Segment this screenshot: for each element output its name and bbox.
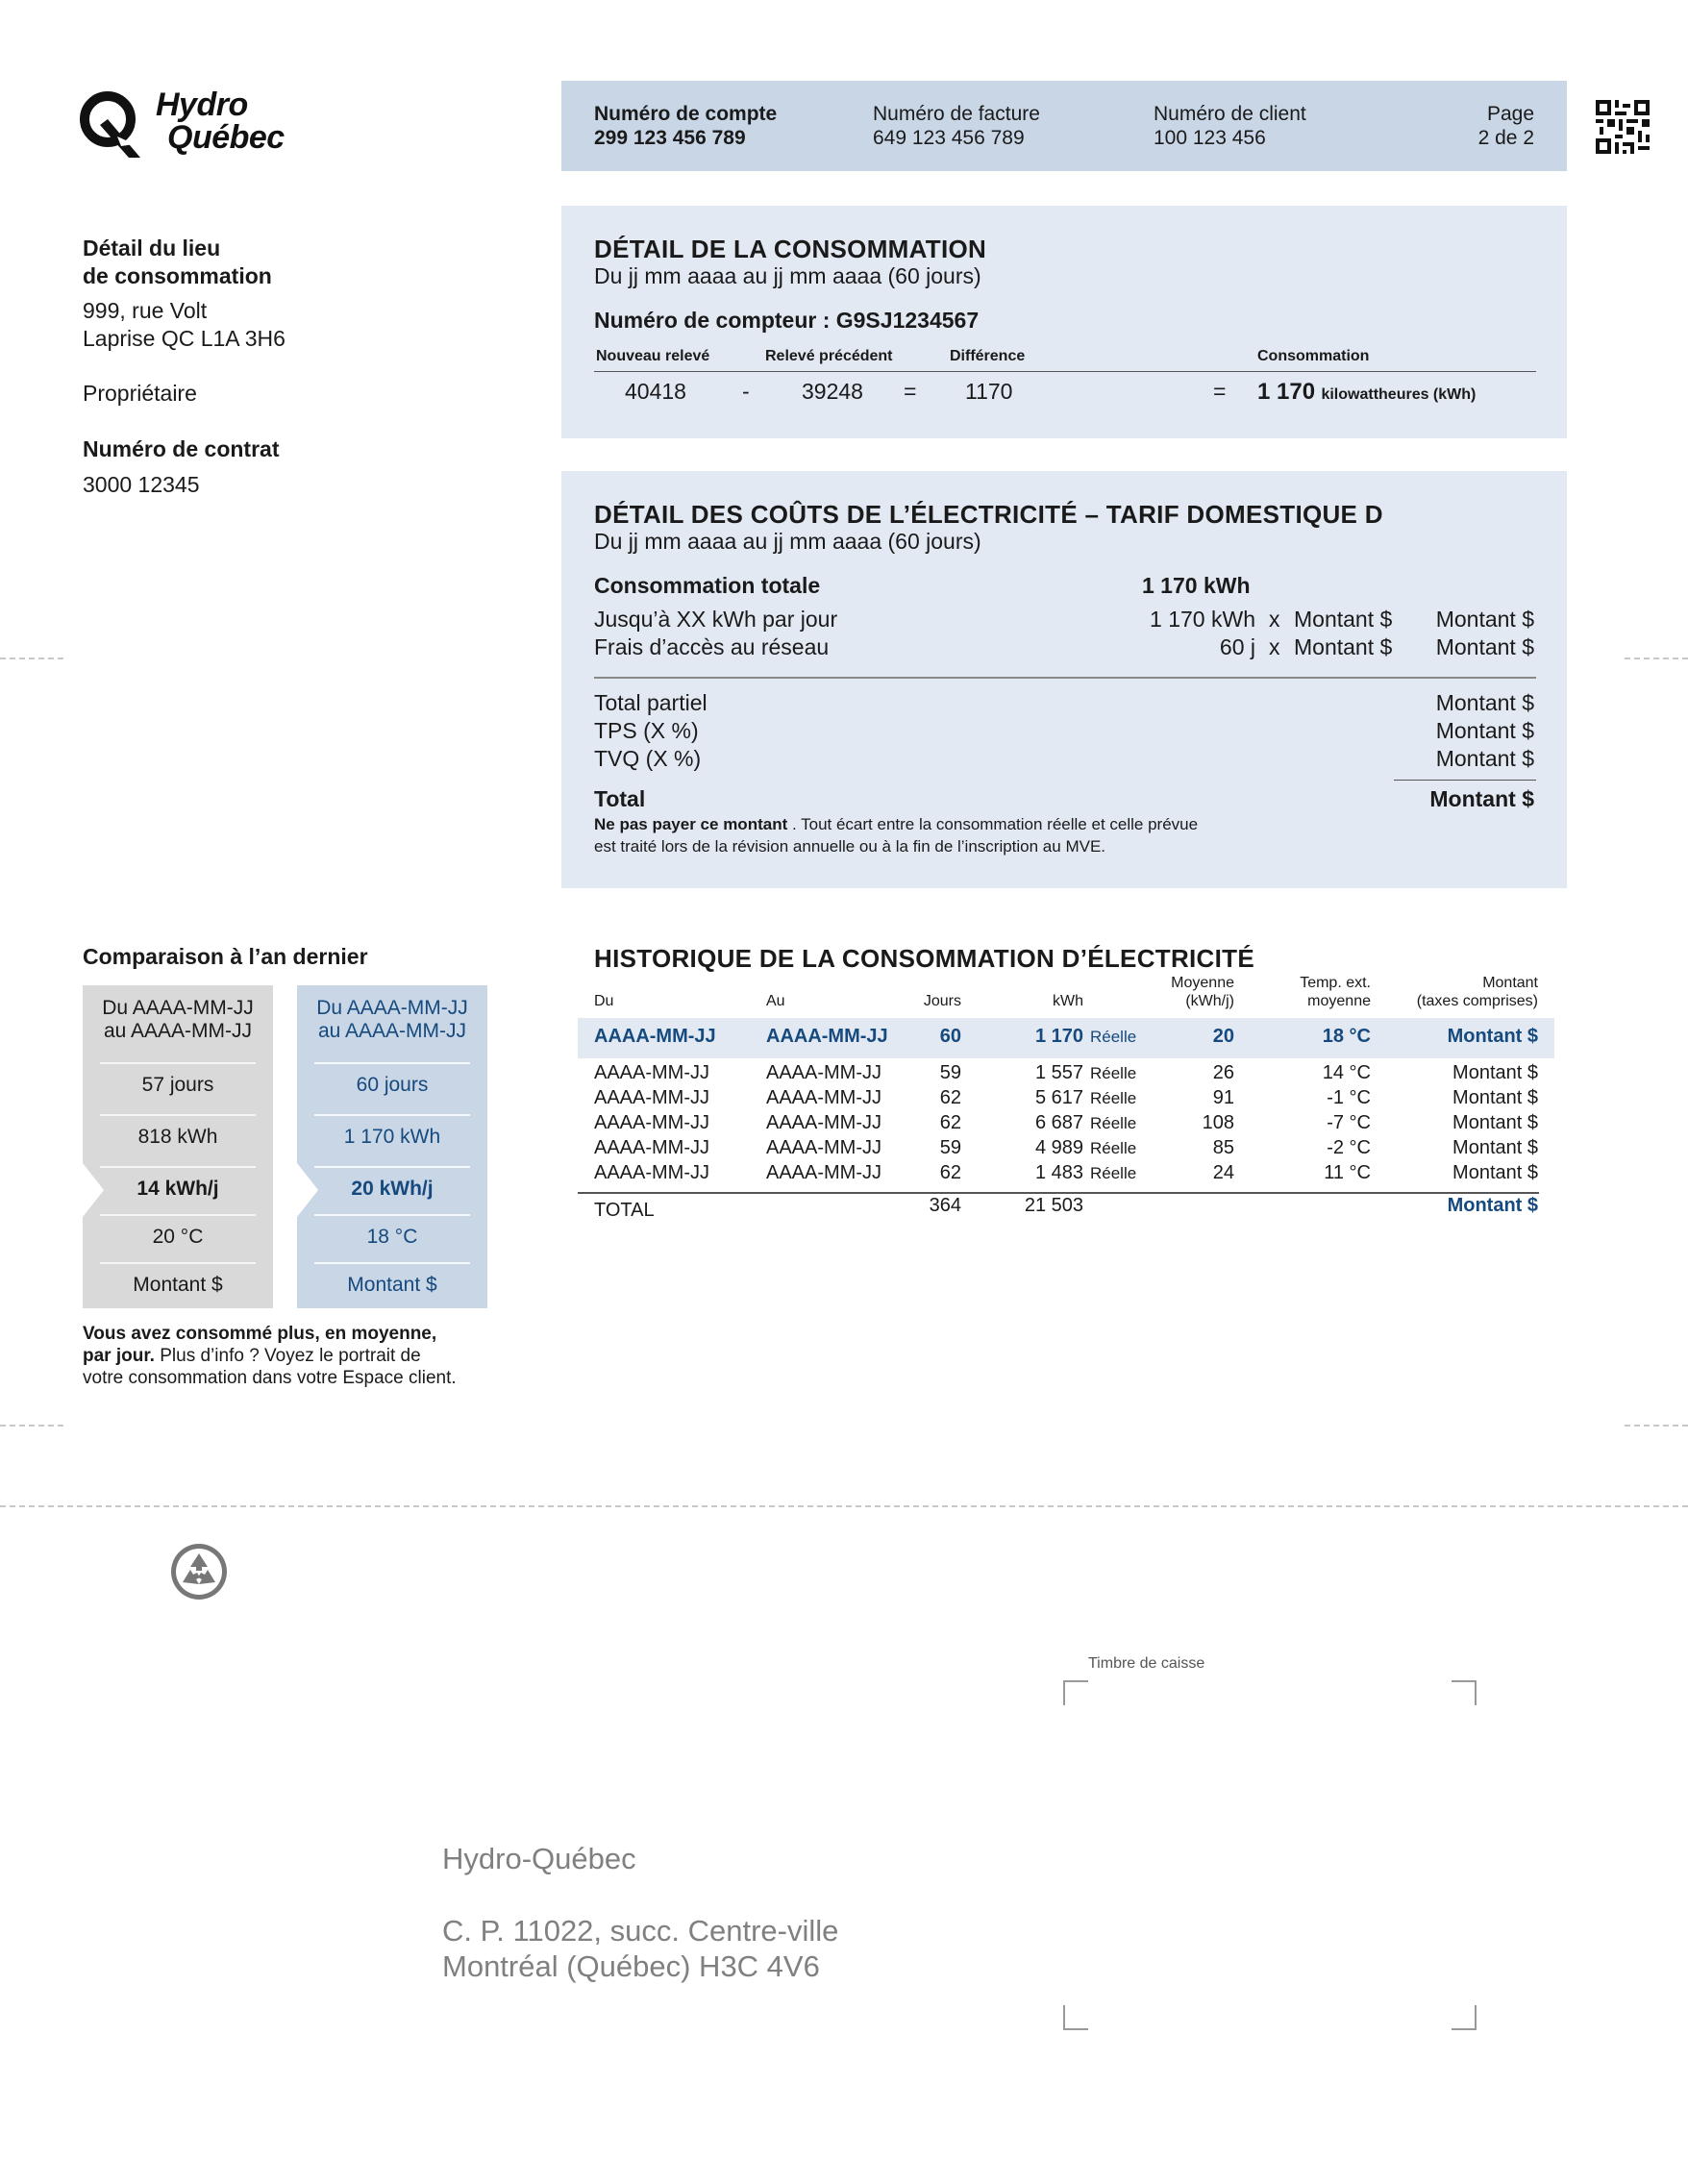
hist-amount: Montant $	[1452, 1087, 1538, 1108]
return-address-line3: Montréal (Québec) H3C 4V6	[442, 1949, 820, 1983]
location-title-line2: de consommation	[83, 263, 272, 288]
tier1-amount: Montant $	[1435, 607, 1534, 632]
hist-temp: -1 °C	[1327, 1087, 1371, 1108]
access-fee-quantity: 60 j	[1219, 634, 1255, 659]
last-year-days: 57 jours	[141, 1074, 214, 1096]
this-year-amount: Montant $	[347, 1274, 437, 1296]
contract-value: 3000 12345	[83, 472, 200, 497]
page-label: Page	[1486, 103, 1534, 125]
hist-from: AAAA-MM-JJ	[594, 1162, 709, 1183]
hist-avg: 108	[1202, 1112, 1234, 1133]
stamp-label: Timbre de caisse	[1088, 1655, 1205, 1672]
hist-reading-type: Réelle	[1090, 1114, 1137, 1132]
hist-col-amount-l2: (taxes comprises)	[1416, 993, 1538, 1009]
hist-avg: 24	[1212, 1162, 1234, 1183]
hist-days: 62	[939, 1112, 961, 1133]
hist-to: AAAA-MM-JJ	[766, 1112, 881, 1133]
consumption-period: Du jj mm aaaa au jj mm aaaa (60 jours)	[594, 263, 981, 288]
tvq-value: Montant $	[1435, 746, 1534, 771]
hist-total-days: 364	[929, 1195, 961, 1216]
hist-col-amount-l1: Montant	[1482, 975, 1538, 991]
hist-col-from: Du	[594, 993, 614, 1009]
divider	[578, 1192, 1539, 1194]
hist-days: 60	[939, 1026, 961, 1047]
account-label: Numéro de compte	[594, 103, 778, 125]
hist-from: AAAA-MM-JJ	[594, 1087, 709, 1108]
page-value: 2 de 2	[1477, 127, 1534, 149]
hist-reading-type: Réelle	[1090, 1164, 1137, 1182]
logo-line1: Hydro	[156, 87, 248, 123]
minus-sign: -	[742, 379, 750, 404]
note-bold: Ne pas payer ce montant	[594, 815, 788, 833]
this-year-kwh: 1 170 kWh	[343, 1126, 441, 1148]
tier1-quantity: 1 170 kWh	[1150, 607, 1255, 632]
col-new-reading: Nouveau relevé	[596, 348, 710, 364]
last-year-period-to: au AAAA-MM-JJ	[103, 1020, 253, 1042]
hist-days: 59	[939, 1137, 961, 1158]
difference-value: 1170	[965, 379, 1013, 404]
hist-col-avg-l2: (kWh/j)	[1185, 993, 1234, 1009]
return-address-line2: C. P. 11022, succ. Centre-ville	[442, 1914, 839, 1948]
hist-reading-type: Réelle	[1090, 1064, 1137, 1082]
message-line2-bold: par jour.	[83, 1346, 155, 1366]
hist-col-temp-l2: moyenne	[1307, 993, 1371, 1009]
hist-avg: 20	[1212, 1026, 1234, 1047]
col-previous-reading: Relevé précédent	[765, 348, 893, 364]
hist-avg: 85	[1212, 1137, 1234, 1158]
last-year-amount: Montant $	[133, 1274, 223, 1296]
access-fee-rate: Montant $	[1294, 634, 1393, 659]
hist-total-amount: Montant $	[1447, 1195, 1538, 1216]
new-reading-value: 40418	[625, 379, 686, 404]
subtotal-value: Montant $	[1435, 690, 1534, 715]
tps-label: TPS (X %)	[594, 718, 699, 743]
consumption-title: DÉTAIL DE LA CONSOMMATION	[594, 235, 987, 263]
hist-to: AAAA-MM-JJ	[766, 1162, 881, 1183]
hist-days: 62	[939, 1087, 961, 1108]
hist-col-avg-l1: Moyenne	[1171, 975, 1234, 991]
tier1-label: Jusqu’à XX kWh par jour	[594, 607, 838, 632]
fold-mark	[0, 658, 63, 659]
address-line1: 999, rue Volt	[83, 298, 208, 323]
hist-reading-type: Réelle	[1090, 1089, 1137, 1107]
hist-from: AAAA-MM-JJ	[594, 1026, 716, 1047]
hist-from: AAAA-MM-JJ	[594, 1062, 709, 1083]
stamp-corner	[1063, 1680, 1088, 1705]
client-label: Numéro de client	[1154, 103, 1306, 125]
fold-mark	[0, 1425, 63, 1427]
hist-to: AAAA-MM-JJ	[766, 1026, 888, 1047]
address-line2: Laprise QC L1A 3H6	[83, 326, 285, 351]
hist-reading-type: Réelle	[1090, 1028, 1137, 1046]
last-year-per-day: 14 kWh/j	[137, 1178, 219, 1200]
tvq-label: TVQ (X %)	[594, 746, 702, 771]
costs-title: DÉTAIL DES COÛTS DE L’ÉLECTRICITÉ – TARIF DOMESTIQUE D	[594, 500, 1383, 529]
total-consumption-value: 1 170 kWh	[1142, 573, 1251, 598]
last-year-period-from: Du AAAA-MM-JJ	[102, 997, 254, 1019]
hist-col-temp-l1: Temp. ext.	[1300, 975, 1371, 991]
account-value: 299 123 456 789	[594, 127, 746, 149]
hist-days: 62	[939, 1162, 961, 1183]
client-value: 100 123 456	[1154, 127, 1266, 149]
tear-line	[0, 1505, 1688, 1507]
hist-to: AAAA-MM-JJ	[766, 1137, 881, 1158]
message-line2: Plus d’info ? Voyez le portrait de	[154, 1346, 421, 1366]
hist-col-temp	[1300, 974, 1371, 1010]
hist-col-kwh: kWh	[1053, 993, 1083, 1009]
hist-col-avg	[1171, 974, 1234, 1010]
hist-temp: 11 °C	[1324, 1162, 1371, 1183]
hist-kwh: 5 617	[1034, 1087, 1083, 1108]
tps-value: Montant $	[1435, 718, 1534, 743]
owner-status: Propriétaire	[83, 381, 197, 406]
hist-temp: 14 °C	[1322, 1062, 1371, 1083]
hist-amount: Montant $	[1452, 1112, 1538, 1133]
this-year-period-from: Du AAAA-MM-JJ	[316, 997, 468, 1019]
hist-avg: 91	[1212, 1087, 1234, 1108]
this-year-period-to: au AAAA-MM-JJ	[317, 1020, 467, 1042]
access-fee-label: Frais d’accès au réseau	[594, 634, 830, 659]
last-year-kwh: 818 kWh	[137, 1126, 218, 1148]
hist-col-days: Jours	[923, 993, 961, 1009]
contract-label: Numéro de contrat	[83, 436, 280, 461]
access-fee-amount: Montant $	[1435, 634, 1534, 659]
hist-days: 59	[939, 1062, 961, 1083]
recycle-icon	[169, 1542, 229, 1601]
consumption-value: 1 170	[1257, 379, 1316, 405]
hist-reading-type: Réelle	[1090, 1139, 1137, 1157]
hist-kwh: 6 687	[1034, 1112, 1083, 1133]
hist-kwh: 4 989	[1034, 1137, 1083, 1158]
last-year-temp: 20 °C	[152, 1226, 204, 1248]
note-line1: . Tout écart entre la consommation réelle et celle prévue	[787, 815, 1199, 833]
tier1-rate: Montant $	[1294, 607, 1393, 632]
total-consumption-label: Consommation totale	[594, 573, 821, 598]
stamp-corner	[1452, 2005, 1477, 2030]
this-year-per-day: 20 kWh/j	[351, 1178, 434, 1200]
hist-total-label: TOTAL	[594, 1200, 655, 1221]
hist-to: AAAA-MM-JJ	[766, 1062, 881, 1083]
hist-temp: -7 °C	[1327, 1112, 1371, 1133]
hist-to: AAAA-MM-JJ	[766, 1087, 881, 1108]
this-year-days: 60 jours	[356, 1074, 429, 1096]
col-consumption: Consommation	[1257, 348, 1370, 364]
location-title-line1: Détail du lieu	[83, 236, 221, 261]
total-value: Montant $	[1429, 786, 1534, 811]
hist-col-amount	[1417, 974, 1538, 1010]
hist-from: AAAA-MM-JJ	[594, 1137, 709, 1158]
hist-amount: Montant $	[1452, 1162, 1538, 1183]
tier1-times: x	[1269, 607, 1280, 632]
note-line2: est traité lors de la révision annuelle ou à la fin de l’inscription au MVE.	[594, 837, 1106, 856]
hist-col-to: Au	[766, 993, 785, 1009]
comparison-title: Comparaison à l’an dernier	[83, 944, 368, 969]
message-line3: votre consommation dans votre Espace client.	[83, 1368, 457, 1388]
hist-amount: Montant $	[1452, 1062, 1538, 1083]
return-address	[442, 1913, 838, 1984]
hist-total-kwh: 21 503	[1024, 1195, 1083, 1216]
fold-mark	[1625, 658, 1688, 659]
fold-mark	[1625, 1425, 1688, 1427]
total-label: Total	[594, 786, 646, 811]
hist-from: AAAA-MM-JJ	[594, 1112, 709, 1133]
consumption-unit: kilowattheures (kWh)	[1321, 386, 1477, 403]
hist-kwh: 1 170	[1034, 1026, 1083, 1047]
hist-temp: 18 °C	[1322, 1026, 1371, 1047]
hist-kwh: 1 483	[1034, 1162, 1083, 1183]
subtotal-label: Total partiel	[594, 690, 707, 715]
hist-temp: -2 °C	[1327, 1137, 1371, 1158]
equals-sign: =	[1213, 379, 1227, 404]
hist-avg: 26	[1212, 1062, 1234, 1083]
logo-line2: Québec	[167, 119, 285, 156]
return-address-name: Hydro-Québec	[442, 1842, 636, 1875]
meter-number: Numéro de compteur : G9SJ1234567	[594, 308, 980, 333]
hist-amount: Montant $	[1447, 1026, 1538, 1047]
message-line1: Vous avez consommé plus, en moyenne,	[83, 1324, 437, 1344]
equals-sign: =	[904, 379, 917, 404]
this-year-temp: 18 °C	[366, 1226, 418, 1248]
stamp-corner	[1063, 2005, 1088, 2030]
invoice-label: Numéro de facture	[873, 103, 1040, 125]
hist-kwh: 1 557	[1034, 1062, 1083, 1083]
costs-period: Du jj mm aaaa au jj mm aaaa (60 jours)	[594, 529, 981, 554]
stamp-corner	[1452, 1680, 1477, 1705]
col-difference: Différence	[950, 348, 1026, 364]
hist-amount: Montant $	[1452, 1137, 1538, 1158]
invoice-value: 649 123 456 789	[873, 127, 1025, 149]
history-title: HISTORIQUE DE LA CONSOMMATION D’ÉLECTRICITÉ	[594, 944, 1254, 973]
previous-reading-value: 39248	[802, 379, 863, 404]
access-fee-times: x	[1269, 634, 1280, 659]
